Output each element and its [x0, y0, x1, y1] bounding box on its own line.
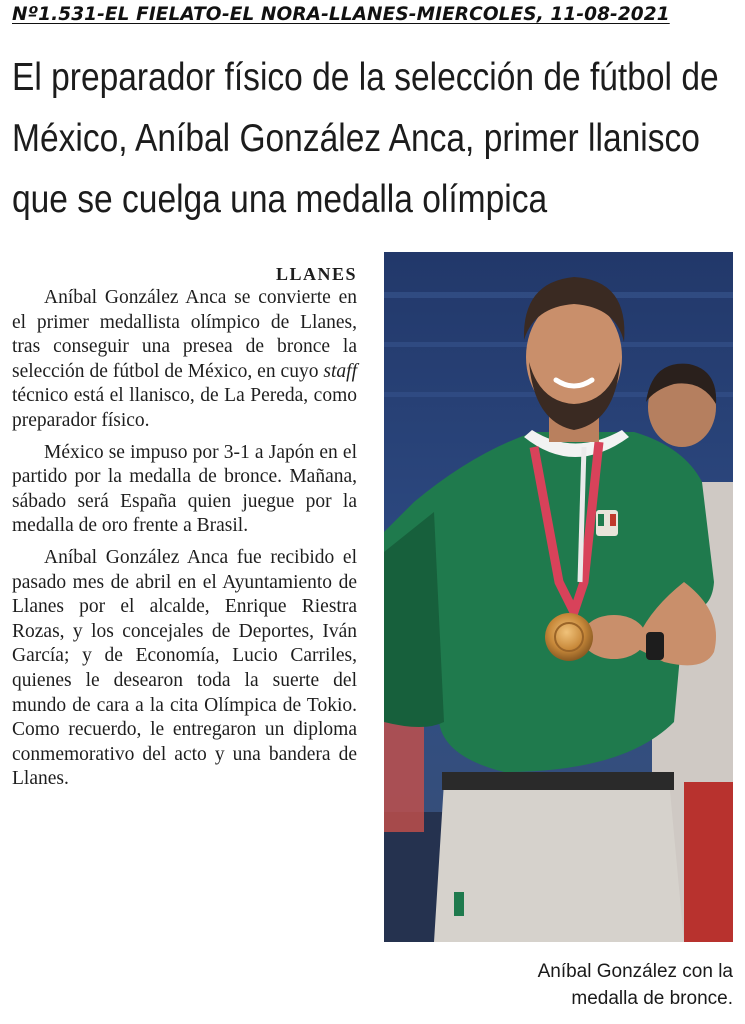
waistband — [442, 772, 674, 790]
paragraph-3: Aníbal González Anca fue recibido el pasado mes de abril en el Ayuntamiento de Llanes por el alcalde, Enrique Riestra Rozas, y los concejales de Deportes, Iván García; y de Economía, Lucio Carriles, quienes le desearon toda la suerte del mundo de cara a la cita Olímpica de Tokio. Como recuerdo, le entregaron un diploma conmemorativo del acto y una bandera de Llanes. — [12, 546, 357, 790]
shorts-flag — [454, 892, 464, 916]
photo-illustration — [384, 252, 733, 942]
headline: El preparador físico de la selección de fútbol de México, Aníbal González Anca, primer llanisco que se cuelga una medalla olímpica — [12, 56, 719, 221]
article-photo — [384, 252, 733, 942]
caption-line-2: medalla de bronce. — [571, 988, 733, 1009]
paragraph-1-end: técnico está el llanisco, de La Pereda, como preparador físico. — [12, 385, 357, 431]
dateline: LLANES — [275, 264, 357, 284]
watch — [646, 632, 664, 660]
caption-line-1: Aníbal González con la — [537, 961, 733, 982]
badge-stripe — [598, 514, 604, 526]
bronze-medal — [545, 613, 593, 661]
article-body — [12, 262, 357, 799]
paragraph-1-start: Aníbal González Anca se convierte en el primer medallista olímpico de Llanes, tras conseguir una presea de bronce la selección de fútbol de México, en cuyo — [12, 287, 357, 382]
paragraph-1 — [12, 286, 357, 434]
photo-caption — [384, 958, 733, 1012]
badge-stripe-red — [610, 514, 616, 526]
paragraph-1-italic: staff — [323, 360, 357, 382]
issue-line: Nº1.531-EL FIELATO-EL NORA-LLANES-MIERCOLES, 11-08-2021 — [12, 4, 670, 25]
background-person-red — [684, 782, 733, 942]
shorts — [434, 780, 684, 942]
paragraph-2: México se impuso por 3-1 a Japón en el partido por la medalla de bronce. Mañana, sábado será España quien juegue por la medalla de oro frente a Brasil. — [12, 441, 357, 537]
